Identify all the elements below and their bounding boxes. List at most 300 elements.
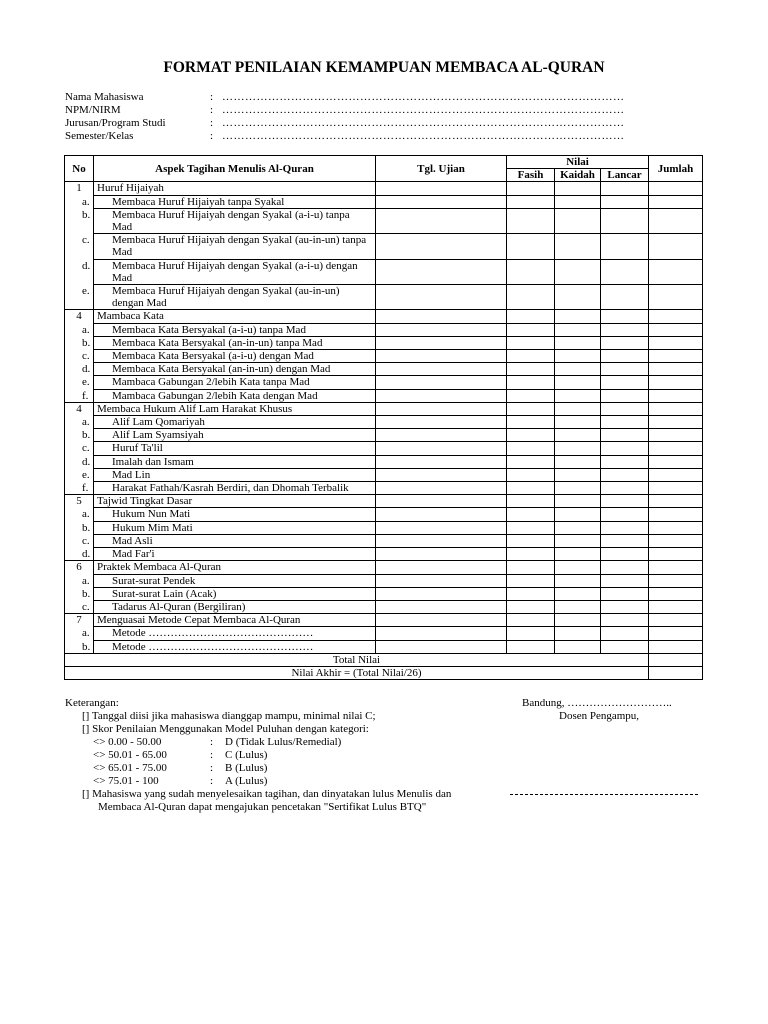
document-title: FORMAT PENILAIAN KEMAMPUAN MEMBACA AL-QURAN [163, 59, 605, 76]
fasih-cell[interactable] [507, 600, 555, 613]
item-cell [82, 389, 376, 402]
item-cell [82, 234, 376, 259]
lancar-cell[interactable] [601, 416, 649, 429]
jumlah-cell[interactable] [649, 389, 703, 402]
fasih-cell[interactable] [507, 561, 555, 574]
tgl-ujian-cell[interactable] [376, 627, 507, 640]
lancar-cell[interactable] [601, 574, 649, 587]
tgl-ujian-cell[interactable] [376, 182, 507, 195]
field-colon: : [210, 130, 214, 142]
item-row [65, 195, 703, 208]
fasih-cell[interactable] [507, 627, 555, 640]
fasih-cell[interactable] [507, 389, 555, 402]
grade-colon: : [210, 762, 214, 774]
item-text: Membaca Huruf Hijaiyah dengan Syakal (a-i-u) tanpa Mad [112, 208, 350, 234]
item-row [65, 482, 703, 495]
item-text: Mad Far'i [112, 548, 155, 561]
section-title: Praktek Membaca Al-Quran [94, 561, 376, 574]
lancar-cell[interactable] [601, 259, 649, 284]
tgl-ujian-cell[interactable] [376, 587, 507, 600]
item-content [82, 416, 372, 429]
item-letter: e. [82, 285, 90, 298]
fasih-cell[interactable] [507, 323, 555, 336]
item-cell [82, 350, 376, 363]
tgl-ujian-cell[interactable] [376, 363, 507, 376]
lancar-cell[interactable] [601, 389, 649, 402]
item-cell [82, 429, 376, 442]
item-text: Membaca Kata Bersyakal (a-i-u) dengan Mad [112, 350, 314, 363]
kaidah-cell[interactable] [555, 455, 601, 468]
item-row [65, 521, 703, 534]
jumlah-cell[interactable] [649, 534, 703, 547]
jumlah-cell[interactable] [649, 182, 703, 195]
kaidah-cell[interactable] [555, 614, 601, 627]
grade-value: C (Lulus) [225, 749, 268, 761]
kaidah-cell[interactable] [555, 640, 601, 653]
item-text: Membaca Kata Bersyakal (a-i-u) tanpa Mad [112, 323, 306, 336]
fasih-cell[interactable] [507, 587, 555, 600]
item-content [82, 442, 372, 455]
grade-value: D (Tidak Lulus/Remedial) [225, 736, 342, 748]
item-cell [82, 482, 376, 495]
fasih-cell[interactable] [507, 429, 555, 442]
jumlah-cell[interactable] [649, 640, 703, 653]
fasih-cell[interactable] [507, 614, 555, 627]
lancar-cell[interactable] [601, 561, 649, 574]
field-blank-jurusan[interactable]: …………………………………………………………………………………………… [222, 117, 625, 129]
item-cell [82, 534, 376, 547]
jumlah-cell[interactable] [649, 574, 703, 587]
jumlah-cell[interactable] [649, 587, 703, 600]
jumlah-cell[interactable] [649, 195, 703, 208]
item-content [82, 208, 372, 234]
section-number: 5 [65, 495, 94, 561]
jumlah-cell[interactable] [649, 521, 703, 534]
item-text: Surat-surat Pendek [112, 574, 196, 587]
kaidah-cell[interactable] [555, 208, 601, 233]
item-row [65, 336, 703, 349]
field-colon: : [210, 91, 214, 103]
tgl-ujian-cell[interactable] [376, 310, 507, 323]
kaidah-cell[interactable] [555, 521, 601, 534]
item-letter: a. [82, 416, 90, 429]
item-row [65, 587, 703, 600]
item-row [65, 442, 703, 455]
item-letter: d. [82, 363, 91, 376]
item-row [65, 259, 703, 284]
fasih-cell[interactable] [507, 574, 555, 587]
tgl-ujian-cell[interactable] [376, 482, 507, 495]
section-row [65, 402, 703, 415]
field-colon: : [210, 104, 214, 116]
fasih-cell[interactable] [507, 416, 555, 429]
jumlah-cell[interactable] [649, 495, 703, 508]
tgl-ujian-cell[interactable] [376, 521, 507, 534]
fasih-cell[interactable] [507, 363, 555, 376]
item-letter: e. [82, 468, 90, 481]
fasih-cell[interactable] [507, 259, 555, 284]
fasih-cell[interactable] [507, 234, 555, 259]
jumlah-cell[interactable] [649, 482, 703, 495]
lancar-cell[interactable] [601, 195, 649, 208]
total-nilai-label: Total Nilai [65, 653, 649, 666]
kaidah-cell[interactable] [555, 416, 601, 429]
fasih-cell[interactable] [507, 482, 555, 495]
grade-value: A (Lulus) [225, 775, 268, 787]
note-skor: [] Skor Penilaian Menggunakan Model Puluhan dengan kategori: [82, 723, 369, 735]
lancar-cell[interactable] [601, 182, 649, 195]
item-row [65, 574, 703, 587]
fasih-cell[interactable] [507, 640, 555, 653]
item-letter: d. [82, 259, 91, 272]
grade-range: <> 0.00 - 50.00 [93, 736, 162, 748]
item-cell [82, 600, 376, 613]
total-nilai-value-cell[interactable] [649, 653, 703, 666]
signature-place: Bandung, ……………………….. [522, 697, 672, 709]
jumlah-cell[interactable] [649, 442, 703, 455]
jumlah-cell[interactable] [649, 455, 703, 468]
item-row [65, 548, 703, 561]
kaidah-cell[interactable] [555, 323, 601, 336]
item-row [65, 508, 703, 521]
fasih-cell[interactable] [507, 376, 555, 389]
kaidah-cell[interactable] [555, 468, 601, 481]
header-kaidah: Kaidah [555, 169, 601, 182]
item-cell [82, 323, 376, 336]
kaidah-cell[interactable] [555, 336, 601, 349]
item-text: Alif Lam Qomariyah [112, 416, 205, 429]
item-cell [82, 548, 376, 561]
fasih-cell[interactable] [507, 310, 555, 323]
kaidah-cell[interactable] [555, 508, 601, 521]
fasih-cell[interactable] [507, 182, 555, 195]
tgl-ujian-cell[interactable] [376, 442, 507, 455]
item-row [65, 627, 703, 640]
section-row [65, 495, 703, 508]
tgl-ujian-cell[interactable] [376, 548, 507, 561]
item-content [82, 587, 372, 600]
grade-range: <> 65.01 - 75.00 [93, 762, 167, 774]
kaidah-cell[interactable] [555, 627, 601, 640]
item-text: Huruf Ta'lil [112, 442, 163, 455]
kaidah-cell[interactable] [555, 234, 601, 259]
tgl-ujian-cell[interactable] [376, 389, 507, 402]
tgl-ujian-cell[interactable] [376, 508, 507, 521]
kaidah-cell[interactable] [555, 600, 601, 613]
lancar-cell[interactable] [601, 508, 649, 521]
item-letter: a. [82, 323, 90, 336]
item-letter: a. [82, 574, 90, 587]
jumlah-cell[interactable] [649, 614, 703, 627]
lancar-cell[interactable] [601, 468, 649, 481]
section-number: 6 [65, 561, 94, 614]
kaidah-cell[interactable] [555, 389, 601, 402]
item-letter: c. [82, 442, 90, 455]
lancar-cell[interactable] [601, 323, 649, 336]
fasih-cell[interactable] [507, 521, 555, 534]
fasih-cell[interactable] [507, 495, 555, 508]
fasih-cell[interactable] [507, 350, 555, 363]
item-content [82, 429, 372, 442]
item-text: Membaca Huruf Hijaiyah dengan Syakal (a-i-u) dengan Mad [112, 259, 358, 284]
jumlah-cell[interactable] [649, 363, 703, 376]
header-tgl-ujian: Tgl. Ujian [376, 156, 507, 182]
jumlah-cell[interactable] [649, 285, 703, 310]
kaidah-cell[interactable] [555, 363, 601, 376]
item-text: Mad Lin [112, 468, 151, 481]
tgl-ujian-cell[interactable] [376, 614, 507, 627]
lancar-cell[interactable] [601, 534, 649, 547]
fasih-cell[interactable] [507, 208, 555, 233]
item-cell [82, 336, 376, 349]
jumlah-cell[interactable] [649, 561, 703, 574]
item-cell [82, 208, 376, 234]
lancar-cell[interactable] [601, 285, 649, 310]
header-lancar: Lancar [601, 169, 649, 182]
kaidah-cell[interactable] [555, 195, 601, 208]
kaidah-cell[interactable] [555, 310, 601, 323]
item-text: Metode ……………………………………… [112, 640, 314, 653]
item-content [82, 521, 372, 534]
item-content [82, 234, 372, 259]
item-text: Metode ……………………………………… [112, 627, 314, 640]
kaidah-cell[interactable] [555, 482, 601, 495]
item-letter: b. [82, 521, 91, 534]
keterangan-heading: Keterangan: [65, 697, 119, 709]
item-text: Hukum Nun Mati [112, 508, 191, 521]
item-content [82, 323, 372, 336]
lancar-cell[interactable] [601, 548, 649, 561]
tgl-ujian-cell[interactable] [376, 574, 507, 587]
tgl-ujian-cell[interactable] [376, 495, 507, 508]
lancar-cell[interactable] [601, 640, 649, 653]
jumlah-cell[interactable] [649, 627, 703, 640]
kaidah-cell[interactable] [555, 285, 601, 310]
item-letter: c. [82, 350, 90, 363]
fasih-cell[interactable] [507, 285, 555, 310]
section-title: Menguasai Metode Cepat Membaca Al-Quran [94, 614, 376, 627]
header-nilai: Nilai [507, 156, 649, 169]
item-text: Imalah dan Ismam [112, 455, 194, 468]
item-cell [82, 574, 376, 587]
tgl-ujian-cell[interactable] [376, 323, 507, 336]
header-no: No [65, 156, 94, 182]
tgl-ujian-cell[interactable] [376, 468, 507, 481]
item-content [82, 389, 372, 402]
kaidah-cell[interactable] [555, 587, 601, 600]
kaidah-cell[interactable] [555, 376, 601, 389]
grade-colon: : [210, 736, 214, 748]
field-label-semester: Semester/Kelas [65, 130, 134, 142]
jumlah-cell[interactable] [649, 208, 703, 233]
fasih-cell[interactable] [507, 548, 555, 561]
lancar-cell[interactable] [601, 442, 649, 455]
section-title: Membaca Hukum Alif Lam Harakat Khusus [94, 402, 376, 415]
tgl-ujian-cell[interactable] [376, 600, 507, 613]
header-aspek: Aspek Tagihan Menulis Al-Quran [94, 156, 376, 182]
item-cell [82, 627, 376, 640]
field-label-npm: NPM/NIRM [65, 104, 121, 116]
fasih-cell[interactable] [507, 508, 555, 521]
field-colon: : [210, 117, 214, 129]
fasih-cell[interactable] [507, 442, 555, 455]
item-cell [82, 259, 376, 284]
jumlah-cell[interactable] [649, 468, 703, 481]
section-number: 7 [65, 614, 94, 654]
kaidah-cell[interactable] [555, 574, 601, 587]
lancar-cell[interactable] [601, 336, 649, 349]
item-row [65, 208, 703, 233]
field-blank-nama[interactable]: …………………………………………………………………………………………… [222, 91, 625, 103]
fasih-cell[interactable] [507, 534, 555, 547]
item-cell [82, 468, 376, 481]
lancar-cell[interactable] [601, 402, 649, 415]
item-content [82, 468, 372, 481]
fasih-cell[interactable] [507, 468, 555, 481]
jumlah-cell[interactable] [649, 323, 703, 336]
item-content [82, 640, 372, 653]
kaidah-cell[interactable] [555, 402, 601, 415]
jumlah-cell[interactable] [649, 508, 703, 521]
tgl-ujian-cell[interactable] [376, 259, 507, 284]
fasih-cell[interactable] [507, 195, 555, 208]
signature-line [510, 794, 698, 795]
item-text: Mad Asli [112, 534, 153, 547]
lancar-cell[interactable] [601, 350, 649, 363]
tgl-ujian-cell[interactable] [376, 455, 507, 468]
note-sertifikat: [] Mahasiswa yang sudah menyelesaikan tagihan, dan dinyatakan lulus Menulis dan [82, 788, 452, 800]
lancar-cell[interactable] [601, 600, 649, 613]
section-row [65, 310, 703, 323]
kaidah-cell[interactable] [555, 442, 601, 455]
item-letter: a. [82, 195, 90, 208]
lancar-cell[interactable] [601, 208, 649, 233]
item-content [82, 363, 372, 376]
lancar-cell[interactable] [601, 614, 649, 627]
jumlah-cell[interactable] [649, 350, 703, 363]
tgl-ujian-cell[interactable] [376, 285, 507, 310]
tgl-ujian-cell[interactable] [376, 350, 507, 363]
item-content [82, 285, 372, 310]
fasih-cell[interactable] [507, 455, 555, 468]
item-row [65, 389, 703, 402]
item-content [82, 350, 372, 363]
kaidah-cell[interactable] [555, 350, 601, 363]
lancar-cell[interactable] [601, 455, 649, 468]
section-number: 1 [65, 182, 94, 310]
grade-range: <> 50.01 - 65.00 [93, 749, 167, 761]
lancar-cell[interactable] [601, 363, 649, 376]
tgl-ujian-cell[interactable] [376, 234, 507, 259]
tgl-ujian-cell[interactable] [376, 429, 507, 442]
item-letter: b. [82, 336, 91, 349]
field-label-jurusan: Jurusan/Program Studi [65, 117, 166, 129]
fasih-cell[interactable] [507, 336, 555, 349]
jumlah-cell[interactable] [649, 336, 703, 349]
kaidah-cell[interactable] [555, 495, 601, 508]
item-text: Tadarus Al-Quran (Bergiliran) [112, 600, 246, 613]
section-number: 4 [65, 402, 94, 494]
section-row [65, 614, 703, 627]
item-cell [82, 442, 376, 455]
item-text: Membaca Kata Bersyakal (an-in-un) tanpa Mad [112, 336, 323, 349]
nilai-akhir-value-cell[interactable] [649, 666, 703, 679]
lancar-cell[interactable] [601, 521, 649, 534]
item-row [65, 455, 703, 468]
section-number: 4 [65, 310, 94, 402]
jumlah-cell[interactable] [649, 416, 703, 429]
field-blank-npm[interactable]: …………………………………………………………………………………………… [222, 104, 625, 116]
section-title: Huruf Hijaiyah [94, 182, 376, 195]
section-row [65, 182, 703, 195]
nilai-akhir-label: Nilai Akhir = (Total Nilai/26) [65, 666, 649, 679]
grade-range: <> 75.01 - 100 [93, 775, 159, 787]
item-cell [82, 508, 376, 521]
note-tanggal: [] Tanggal diisi jika mahasiswa dianggap mampu, minimal nilai C; [82, 710, 376, 722]
item-letter: c. [82, 600, 90, 613]
kaidah-cell[interactable] [555, 548, 601, 561]
jumlah-cell[interactable] [649, 234, 703, 259]
tgl-ujian-cell[interactable] [376, 376, 507, 389]
lancar-cell[interactable] [601, 627, 649, 640]
jumlah-cell[interactable] [649, 600, 703, 613]
item-letter: e. [82, 376, 90, 389]
item-text: Membaca Huruf Hijaiyah dengan Syakal (au-in-un) tanpa Mad [112, 234, 367, 259]
item-content [82, 508, 372, 521]
item-row [65, 468, 703, 481]
lancar-cell[interactable] [601, 587, 649, 600]
lancar-cell[interactable] [601, 310, 649, 323]
lancar-cell[interactable] [601, 376, 649, 389]
tgl-ujian-cell[interactable] [376, 208, 507, 233]
jumlah-cell[interactable] [649, 429, 703, 442]
field-blank-semester[interactable]: …………………………………………………………………………………………… [222, 130, 625, 142]
lancar-cell[interactable] [601, 429, 649, 442]
tgl-ujian-cell[interactable] [376, 195, 507, 208]
item-letter: b. [82, 640, 91, 653]
jumlah-cell[interactable] [649, 259, 703, 284]
tgl-ujian-cell[interactable] [376, 534, 507, 547]
lancar-cell[interactable] [601, 495, 649, 508]
tgl-ujian-cell[interactable] [376, 416, 507, 429]
kaidah-cell[interactable] [555, 182, 601, 195]
tgl-ujian-cell[interactable] [376, 640, 507, 653]
assessment-body [65, 182, 703, 680]
item-content [82, 195, 372, 208]
tgl-ujian-cell[interactable] [376, 336, 507, 349]
item-content [82, 534, 372, 547]
item-content [82, 627, 372, 640]
jumlah-cell[interactable] [649, 402, 703, 415]
kaidah-cell[interactable] [555, 534, 601, 547]
lancar-cell[interactable] [601, 482, 649, 495]
item-cell [82, 363, 376, 376]
kaidah-cell[interactable] [555, 429, 601, 442]
tgl-ujian-cell[interactable] [376, 561, 507, 574]
kaidah-cell[interactable] [555, 259, 601, 284]
item-cell [82, 521, 376, 534]
tgl-ujian-cell[interactable] [376, 402, 507, 415]
item-row [65, 600, 703, 613]
kaidah-cell[interactable] [555, 561, 601, 574]
lancar-cell[interactable] [601, 234, 649, 259]
jumlah-cell[interactable] [649, 310, 703, 323]
jumlah-cell[interactable] [649, 376, 703, 389]
item-text: Membaca Huruf Hijaiyah dengan Syakal (au-in-un) dengan Mad [112, 285, 340, 310]
fasih-cell[interactable] [507, 402, 555, 415]
item-letter: c. [82, 534, 90, 547]
jumlah-cell[interactable] [649, 548, 703, 561]
